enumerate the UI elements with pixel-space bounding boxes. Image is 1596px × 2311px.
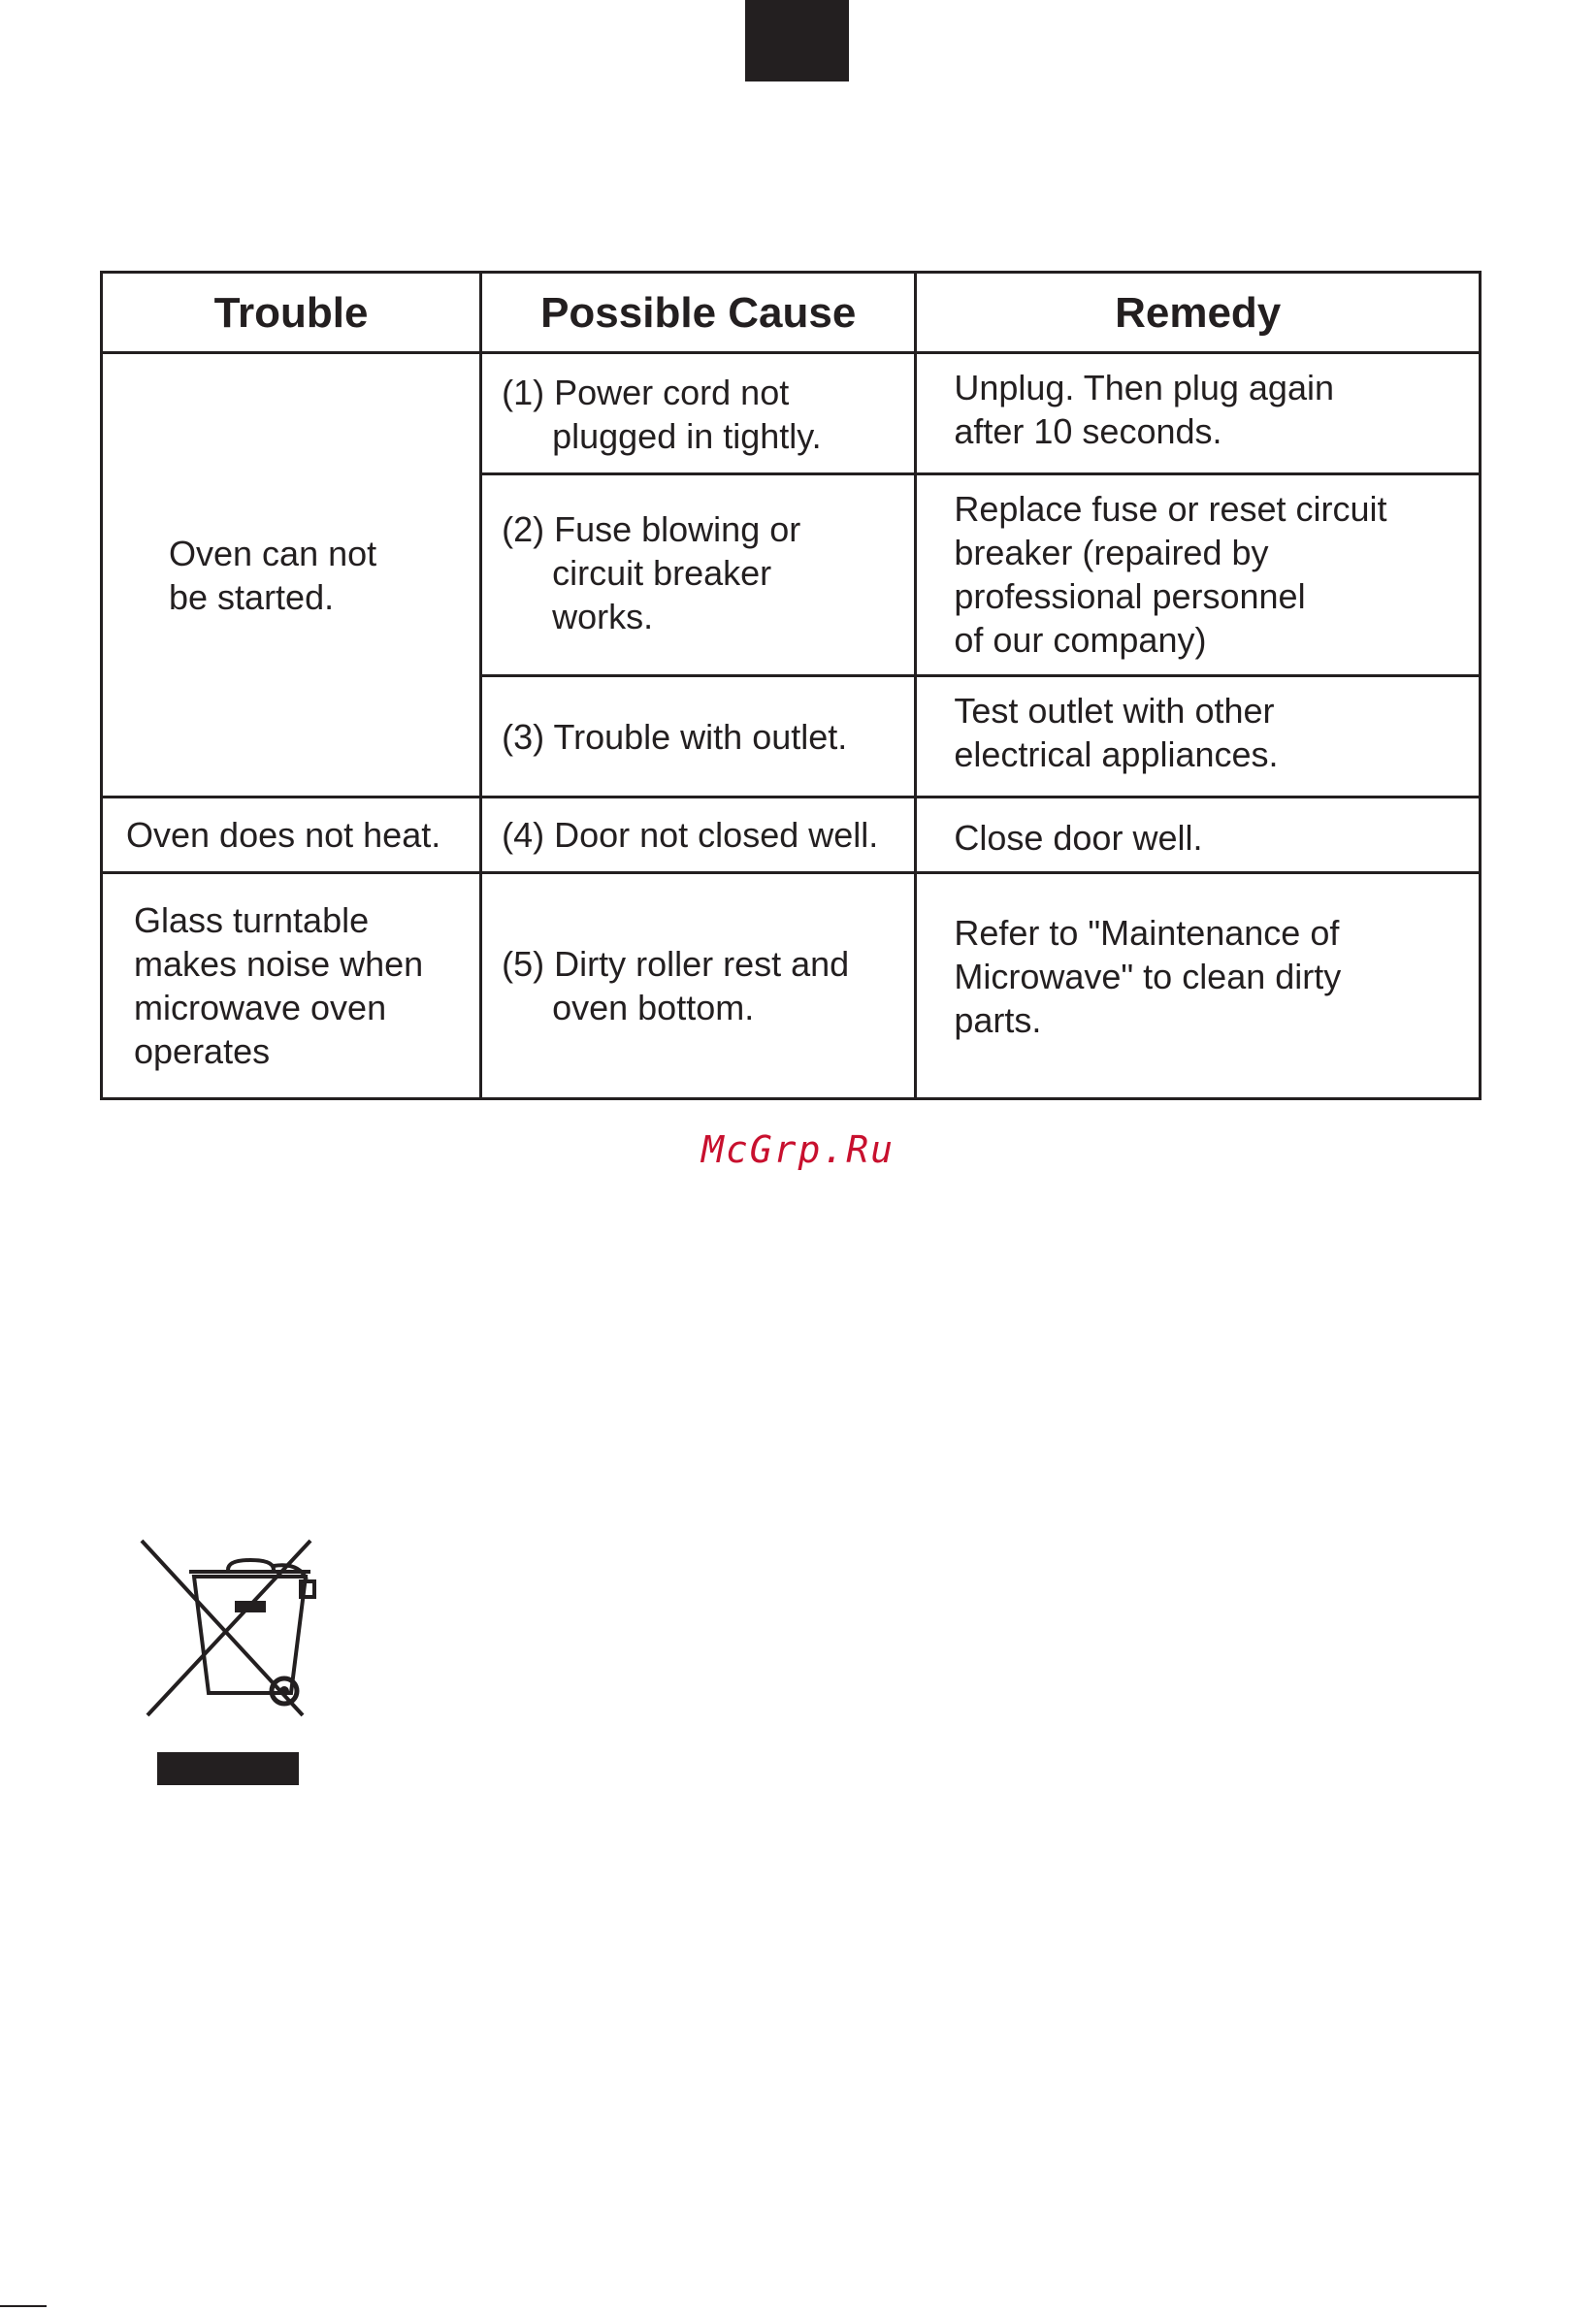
header-trouble: Trouble xyxy=(102,273,481,353)
trouble-line: Oven can not xyxy=(169,533,377,573)
cause-line: (1) Power cord not xyxy=(502,373,790,412)
remedy-line: professional personnel xyxy=(954,576,1306,616)
remedy-line: electrical appliances. xyxy=(954,734,1279,774)
trouble-line: be started. xyxy=(169,576,335,617)
trouble-line: microwave oven xyxy=(134,988,387,1027)
cause-line: (5) Dirty roller rest and xyxy=(502,944,850,984)
table-row xyxy=(102,873,1481,1099)
remedy-cell xyxy=(916,676,1481,797)
cause-line: works. xyxy=(552,597,654,636)
remedy-cell xyxy=(916,353,1481,474)
cause-cell xyxy=(481,353,916,474)
remedy-cell xyxy=(916,474,1481,676)
remedy-cell xyxy=(916,873,1481,1099)
cause-line: (2) Fuse blowing or xyxy=(502,509,801,549)
remedy-line: after 10 seconds. xyxy=(954,411,1222,451)
watermark[interactable]: McGrp.Ru xyxy=(700,1128,896,1171)
remedy-line: breaker (repaired by xyxy=(954,533,1269,572)
cause-line: oven bottom. xyxy=(552,988,755,1027)
trouble-cell xyxy=(102,797,481,873)
trouble-cell xyxy=(102,353,481,797)
cause-cell xyxy=(481,797,916,873)
remedy-line: Close door well. xyxy=(954,818,1203,858)
table-header-row xyxy=(102,273,1481,353)
crossed-out-wheelie-bin-icon xyxy=(136,1533,320,1737)
trouble-line: operates xyxy=(134,1031,271,1071)
remedy-line: of our company) xyxy=(954,620,1207,660)
page-tab-marker xyxy=(745,0,849,81)
remedy-line: Replace fuse or reset circuit xyxy=(954,489,1387,529)
header-remedy: Remedy xyxy=(916,273,1481,353)
troubleshooting-table xyxy=(100,271,1482,1100)
remedy-line: parts. xyxy=(954,1000,1042,1040)
table-row xyxy=(102,353,1481,474)
remedy-line: Refer to "Maintenance of xyxy=(954,913,1340,953)
cause-line: circuit breaker xyxy=(552,553,772,593)
cause-line: (4) Door not closed well. xyxy=(502,815,879,855)
trouble-line: Glass turntable xyxy=(134,900,370,940)
remedy-line: Unplug. Then plug again xyxy=(954,368,1334,407)
cause-cell xyxy=(481,474,916,676)
table-row xyxy=(102,797,1481,873)
weee-bar-marker xyxy=(157,1752,299,1785)
remedy-line: Test outlet with other xyxy=(954,691,1275,731)
remedy-line: Microwave" to clean dirty xyxy=(954,957,1342,996)
cause-line: (3) Trouble with outlet. xyxy=(502,716,848,757)
cause-cell xyxy=(481,676,916,797)
header-possible-cause: Possible Cause xyxy=(481,273,916,353)
trouble-line: makes noise when xyxy=(134,944,424,984)
cause-line: plugged in tightly. xyxy=(552,416,822,456)
cause-cell xyxy=(481,873,916,1099)
remedy-cell xyxy=(916,797,1481,873)
trouble-cell xyxy=(102,873,481,1099)
trouble-line: Oven does not heat. xyxy=(126,815,441,855)
page-corner-line xyxy=(0,2305,47,2307)
